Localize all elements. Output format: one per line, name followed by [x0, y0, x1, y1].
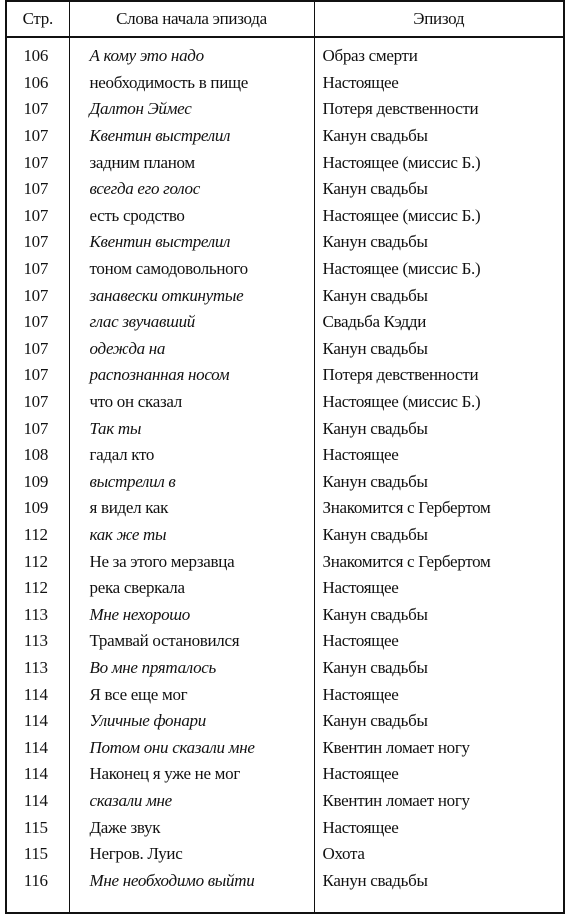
cell-words: Мне нехорошо — [69, 601, 314, 628]
table-row — [6, 841, 564, 868]
cell-words: Я все еще мог — [69, 681, 314, 708]
table-row — [6, 761, 564, 788]
cell-episode: Канун свадьбы — [322, 870, 428, 890]
header-words: Слова начала эпизода — [69, 1, 314, 37]
cell-words: гадал кто — [69, 442, 314, 469]
cell-words: тоном самодовольного — [69, 256, 314, 283]
cell-episode: Потеря девственности — [322, 99, 479, 119]
table-row — [6, 389, 564, 416]
cell-words: Потом они сказали мне — [69, 734, 314, 761]
cell-episode: Настоящее (миссис Б.) — [322, 205, 481, 225]
spacer-cell — [314, 894, 564, 913]
cell-words: Во мне пряталось — [69, 655, 314, 682]
cell-page: 114 — [6, 788, 69, 815]
table-row — [6, 628, 564, 655]
table-row — [6, 123, 564, 150]
cell-episode: Канун свадьбы — [322, 232, 428, 252]
table-spacer-row — [6, 894, 564, 913]
table-row — [6, 282, 564, 309]
cell-words: выстрелил в — [69, 469, 314, 496]
table-body — [6, 37, 564, 913]
cell-words: необходимость в пище — [69, 70, 314, 97]
cell-episode: Настоящее — [322, 72, 399, 92]
cell-words: А кому это надо — [69, 37, 314, 70]
cell-episode: Охота — [322, 844, 365, 864]
table-row — [6, 655, 564, 682]
cell-words: глас звучавший — [69, 309, 314, 336]
table-row — [6, 814, 564, 841]
table-row — [6, 734, 564, 761]
table-header-row — [6, 1, 564, 37]
table-row — [6, 708, 564, 735]
cell-page: 106 — [6, 37, 69, 70]
table-row — [6, 495, 564, 522]
cell-page: 107 — [6, 415, 69, 442]
cell-page: 107 — [6, 256, 69, 283]
cell-page: 116 — [6, 867, 69, 894]
cell-episode: Настоящее — [322, 817, 399, 837]
cell-episode: Знакомится с Гербертом — [322, 551, 491, 571]
cell-page: 113 — [6, 601, 69, 628]
cell-page: 115 — [6, 814, 69, 841]
cell-page: 109 — [6, 495, 69, 522]
cell-page: 107 — [6, 309, 69, 336]
cell-page: 109 — [6, 469, 69, 496]
table-row — [6, 362, 564, 389]
episodes-table — [5, 0, 565, 914]
cell-episode: Канун свадьбы — [322, 285, 428, 305]
table-row — [6, 415, 564, 442]
cell-page: 106 — [6, 70, 69, 97]
cell-page: 114 — [6, 761, 69, 788]
table-row — [6, 256, 564, 283]
cell-page: 107 — [6, 203, 69, 230]
table-row — [6, 96, 564, 123]
cell-page: 107 — [6, 336, 69, 363]
cell-episode: Канун свадьбы — [322, 604, 428, 624]
cell-words: Даже звук — [69, 814, 314, 841]
cell-words: я видел как — [69, 495, 314, 522]
cell-words: Далтон Эймес — [69, 96, 314, 123]
cell-words: Квентин выстрелил — [69, 229, 314, 256]
cell-episode: Настоящее — [322, 578, 399, 598]
cell-words: распознанная носом — [69, 362, 314, 389]
cell-episode: Настоящее (миссис Б.) — [322, 259, 481, 279]
table-row — [6, 309, 564, 336]
header-page: Стр. — [6, 1, 69, 37]
cell-episode: Настоящее — [322, 631, 399, 651]
cell-words: Наконец я уже не мог — [69, 761, 314, 788]
cell-episode: Канун свадьбы — [322, 126, 428, 146]
cell-page: 114 — [6, 734, 69, 761]
cell-words: Мне необходимо выйти — [69, 867, 314, 894]
cell-words: всегда его голос — [69, 176, 314, 203]
cell-page: 107 — [6, 229, 69, 256]
cell-page: 112 — [6, 548, 69, 575]
table-row — [6, 229, 564, 256]
cell-episode: Образ смерти — [322, 46, 418, 66]
table-row — [6, 176, 564, 203]
header-episode: Эпизод — [314, 1, 564, 37]
table-row — [6, 442, 564, 469]
cell-words: как же ты — [69, 522, 314, 549]
cell-words: река сверкала — [69, 575, 314, 602]
cell-words: Трамвай остановился — [69, 628, 314, 655]
cell-episode: Канун свадьбы — [322, 711, 428, 731]
cell-episode: Настоящее (миссис Б.) — [322, 392, 481, 412]
cell-words: есть сродство — [69, 203, 314, 230]
table-row — [6, 336, 564, 363]
table-row — [6, 601, 564, 628]
cell-page: 107 — [6, 389, 69, 416]
cell-words: что он сказал — [69, 389, 314, 416]
cell-page: 114 — [6, 681, 69, 708]
cell-page: 112 — [6, 522, 69, 549]
cell-page: 107 — [6, 96, 69, 123]
cell-episode: Канун свадьбы — [322, 471, 428, 491]
cell-page: 113 — [6, 655, 69, 682]
cell-page: 113 — [6, 628, 69, 655]
cell-episode: Настоящее — [322, 764, 399, 784]
cell-words: Не за этого мерзавца — [69, 548, 314, 575]
cell-episode: Квентин ломает ногу — [322, 737, 470, 757]
cell-episode: Канун свадьбы — [322, 524, 428, 544]
cell-episode: Потеря девственности — [322, 365, 479, 385]
cell-episode: Канун свадьбы — [322, 418, 428, 438]
cell-page: 114 — [6, 708, 69, 735]
spacer-cell — [6, 894, 69, 913]
cell-episode: Квентин ломает ногу — [322, 790, 470, 810]
table-row — [6, 70, 564, 97]
table-row — [6, 681, 564, 708]
cell-words: одежда на — [69, 336, 314, 363]
cell-episode: Канун свадьбы — [322, 179, 428, 199]
cell-words: занавески откинутые — [69, 282, 314, 309]
table-row — [6, 788, 564, 815]
cell-page: 115 — [6, 841, 69, 868]
table-row — [6, 548, 564, 575]
cell-episode: Свадьба Кэдди — [322, 312, 427, 332]
cell-words: Так ты — [69, 415, 314, 442]
spacer-cell — [69, 894, 314, 913]
cell-page: 112 — [6, 575, 69, 602]
cell-episode: Канун свадьбы — [322, 338, 428, 358]
cell-episode: Канун свадьбы — [322, 657, 428, 677]
cell-page: 107 — [6, 282, 69, 309]
cell-words: сказали мне — [69, 788, 314, 815]
cell-page: 107 — [6, 149, 69, 176]
table-row — [6, 867, 564, 894]
cell-episode: Знакомится с Гербертом — [322, 498, 491, 518]
table-row — [6, 469, 564, 496]
cell-episode: Настоящее (миссис Б.) — [322, 152, 481, 172]
cell-words: задним планом — [69, 149, 314, 176]
cell-page: 107 — [6, 362, 69, 389]
cell-words: Уличные фонари — [69, 708, 314, 735]
cell-episode: Настоящее — [322, 684, 399, 704]
cell-page: 107 — [6, 123, 69, 150]
table-row — [6, 575, 564, 602]
cell-words: Негров. Луис — [69, 841, 314, 868]
table-row — [6, 203, 564, 230]
table-row — [6, 149, 564, 176]
cell-episode: Настоящее — [322, 445, 399, 465]
cell-page: 108 — [6, 442, 69, 469]
cell-words: Квентин выстрелил — [69, 123, 314, 150]
table-row — [6, 522, 564, 549]
table-row — [6, 37, 564, 70]
cell-page: 107 — [6, 176, 69, 203]
